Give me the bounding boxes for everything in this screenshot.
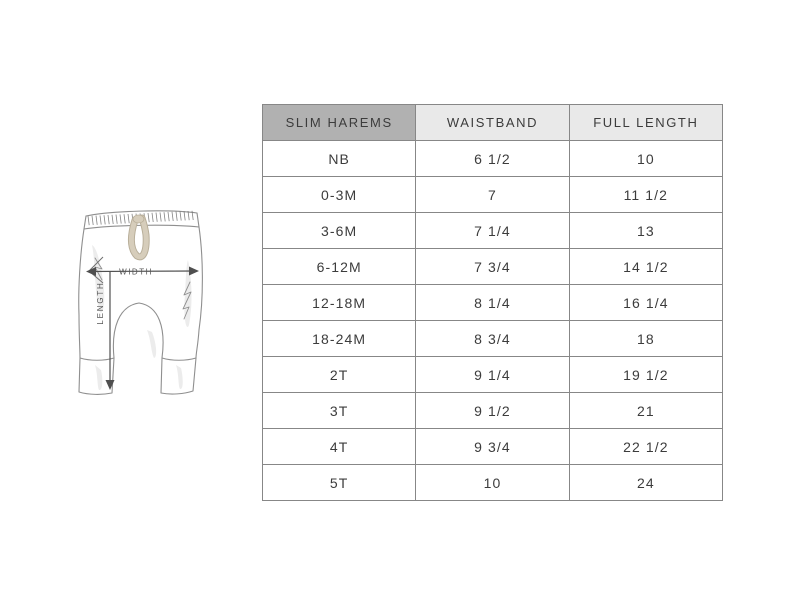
table-row	[263, 465, 723, 501]
table-row	[263, 213, 723, 249]
col-header-size: SLIM HAREMS	[263, 105, 416, 141]
table-row	[263, 249, 723, 285]
header-row	[263, 105, 723, 141]
waistband-cell: 6 1/2	[416, 141, 569, 177]
size-cell: 5T	[263, 465, 416, 501]
full-length-cell: 10	[569, 141, 722, 177]
table-row	[263, 141, 723, 177]
waistband-cell: 9 1/2	[416, 393, 569, 429]
full-length-cell: 21	[569, 393, 722, 429]
size-cell: NB	[263, 141, 416, 177]
table-row	[263, 393, 723, 429]
waistband-cell: 7 1/4	[416, 213, 569, 249]
table-row	[263, 177, 723, 213]
full-length-cell: 22 1/2	[569, 429, 722, 465]
size-cell: 6-12M	[263, 249, 416, 285]
waistband-cell: 7 3/4	[416, 249, 569, 285]
waistband-cell: 7	[416, 177, 569, 213]
full-length-cell: 16 1/4	[569, 285, 722, 321]
size-cell: 18-24M	[263, 321, 416, 357]
size-cell: 0-3M	[263, 177, 416, 213]
full-length-cell: 13	[569, 213, 722, 249]
waistband-cell: 8 3/4	[416, 321, 569, 357]
drawstring	[131, 215, 146, 257]
col-header-waistband: WAISTBAND	[416, 105, 569, 141]
waistband-cell: 10	[416, 465, 569, 501]
size-cell: 4T	[263, 429, 416, 465]
size-cell: 3T	[263, 393, 416, 429]
table-row	[263, 429, 723, 465]
full-length-cell: 19 1/2	[569, 357, 722, 393]
size-cell: 2T	[263, 357, 416, 393]
waistband-cell: 9 3/4	[416, 429, 569, 465]
size-cell: 3-6M	[263, 213, 416, 249]
full-length-cell: 14 1/2	[569, 249, 722, 285]
waistband-cell: 9 1/4	[416, 357, 569, 393]
length-label: LENGTH	[96, 281, 105, 325]
size-table	[262, 104, 723, 501]
full-length-cell: 18	[569, 321, 722, 357]
full-length-cell: 24	[569, 465, 722, 501]
table-row	[263, 285, 723, 321]
table-row	[263, 357, 723, 393]
size-cell: 12-18M	[263, 285, 416, 321]
full-length-cell: 11 1/2	[569, 177, 722, 213]
width-measure	[86, 257, 199, 283]
waistband-cell: 8 1/4	[416, 285, 569, 321]
table-row	[263, 321, 723, 357]
harem-pants-sketch	[75, 200, 210, 430]
width-label: WIDTH	[119, 267, 153, 277]
col-header-full-length: FULL LENGTH	[569, 105, 722, 141]
